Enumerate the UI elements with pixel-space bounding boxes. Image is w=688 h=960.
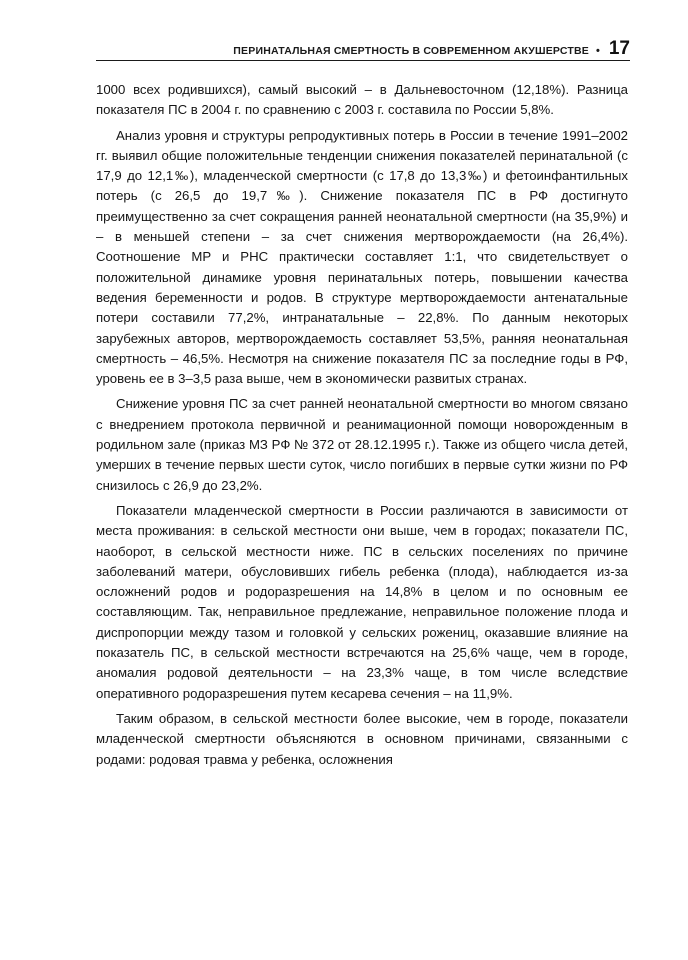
- paragraph: Таким образом, в сельской местности более высокие, чем в городе, показатели младенческой смертности объясняются в основном причинами, связанными с родами: родовая травма у ребенка, осложнения: [96, 710, 628, 767]
- paragraph: Показатели младенческой смертности в России различаются в зависимости от места проживания: в сельской местности они выше, чем в городах; показатели ПС, наоборот, в сельской местности ниже. ПС в сельских поселениях по причине заболеваний матери, обусловивших гибель ребенка (плода), наблюдается из-за осложнений родов и родоразрешения на 14,8% в целом и по основным ее составляющим. Так, неправильное предлежание, неправильное положение плода и диспропорции между тазом и головкой у сельских рожениц, оказавшие влияние на показатель ПС, в сельской местности встречаются на 25,6% чаще, чем в городе, аномалия родовой деятельности – на 23,3% чаще, в том числе вследствие оперативного родоразрешения путем кесарева сечения – на 11,9%.: [96, 502, 628, 701]
- paragraph: Снижение уровня ПС за счет ранней неонатальной смертности во многом связано с внедрением протокола первичной и реанимационной помощи новорожденным в родильном зале (приказ МЗ РФ № 372 от 28.12.1995 г.). Также из общего числа детей, умерших в течение первых шести суток, число погибших в первые сутки жизни по РФ снизилось с 26,9 до 23,2%.: [96, 396, 628, 493]
- running-header: [96, 38, 630, 61]
- paragraph-continuation: 1000 всех родившихся), самый высокий – в Дальневосточном (12,18%). Разница показателя ПС в 2004 г. по сравнению с 2003 г. составила по России 5,8%.: [96, 82, 628, 118]
- page-number: 17: [608, 38, 630, 59]
- paragraph: Анализ уровня и структуры репродуктивных потерь в России в течение 1991–2002 гг. выявил общие положительные тенденции снижения показателей перинатальной (с 17,9 до 12,1‰), младенческой смертности (с 17,8 до 13,3‰) и фетоинфантильных потерь (с 26,5 до 19,7‰). Снижение показателя ПС в РФ достигнуто преимущественно за счет сокращения ранней неонатальной смертности (на 35,9%) и – в меньшей степени – за счет снижения мертворождаемости (на 26,4%). Соотношение МР и РНС практически составляет 1:1, что свидетельствует о положительной динамике уровня перинатальных потерь, повышении качества ведения беременности и родов. В структуре мертворождаемости антенатальные потери составили 77,2%, интранатальные – 22,8%. По данным некоторых зарубежных авторов, мертворождаемость составляет 53,5%, ранняя неонатальная смертность – 46,5%. Несмотря на снижение показателя ПС за последние годы в РФ, уровень ее в 3–3,5 раза выше, чем в экономически развитых странах.: [96, 127, 628, 387]
- header-bullet: •: [596, 45, 600, 57]
- running-title: ПЕРИНАТАЛЬНАЯ СМЕРТНОСТЬ В СОВРЕМЕННОМ АКУШЕРСТВЕ: [233, 45, 589, 57]
- body-text: [96, 80, 628, 770]
